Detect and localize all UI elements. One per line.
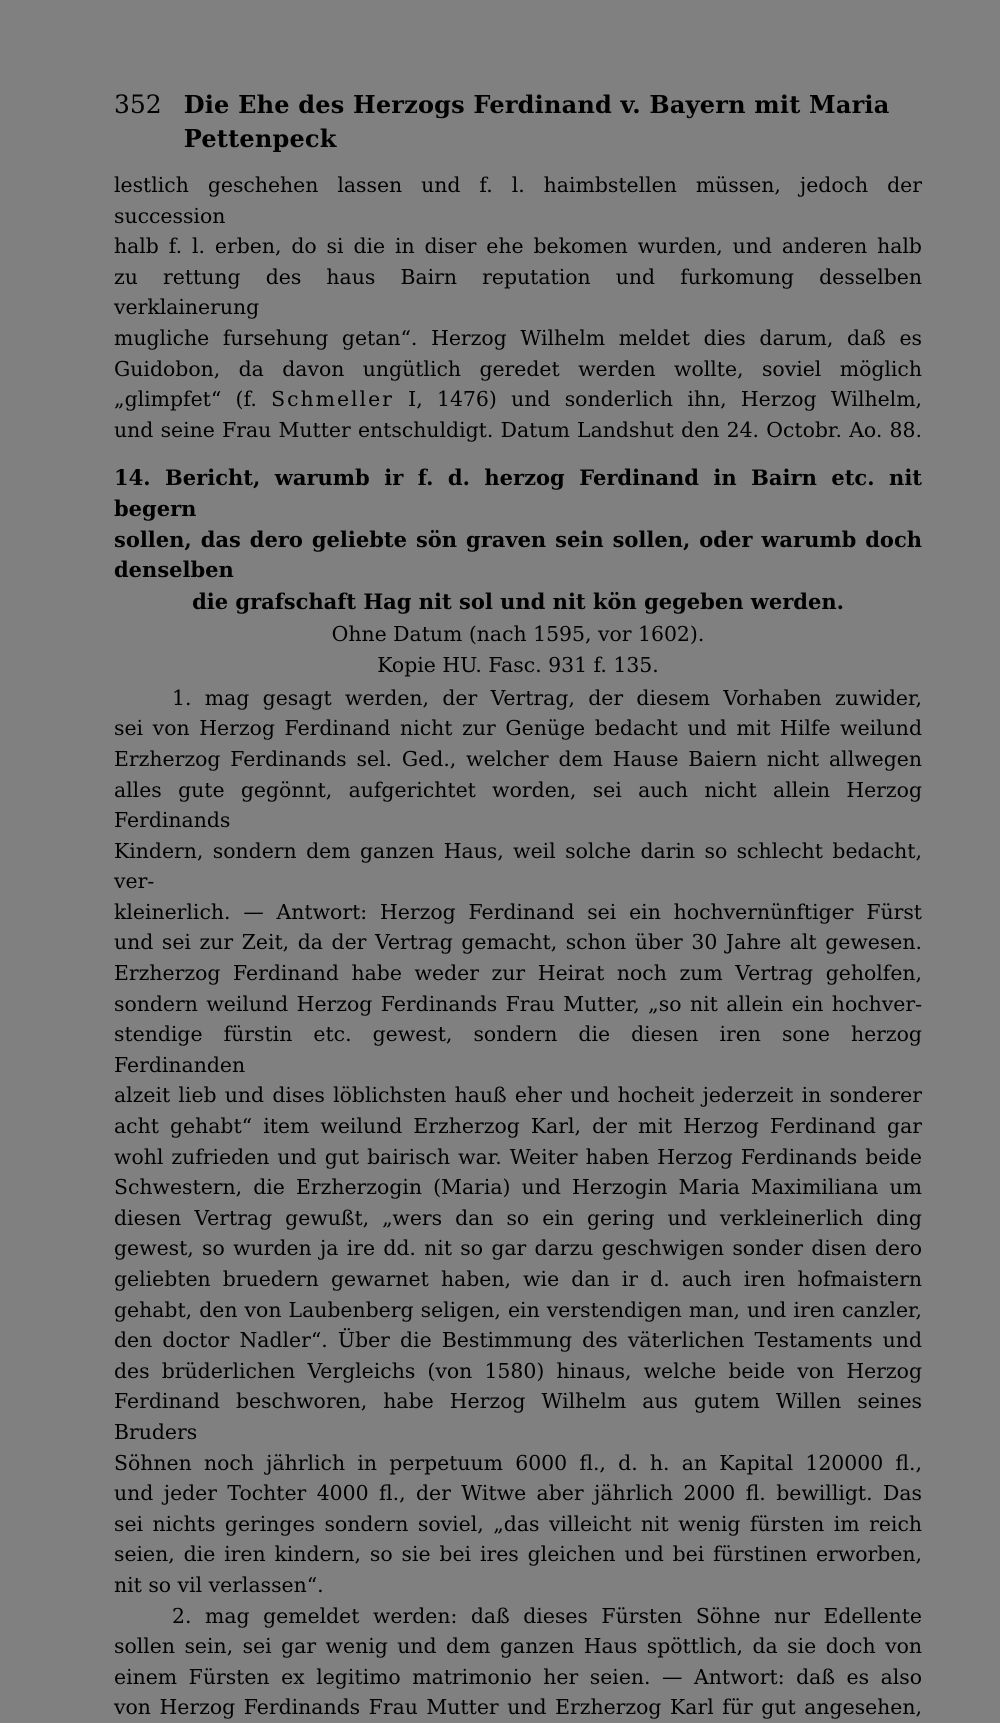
text-line: Söhnen noch jährlich in perpetuum 6000 fl., d. h. an Kapital 120000 fl., [114,1450,922,1475]
intro-paragraph [114,170,922,445]
text-line: lestlich geschehen lassen und f. l. haimbstellen müssen, jedoch der succession [114,173,922,228]
section-heading [114,463,922,616]
text-line: geliebten bruedern gewarnet haben, wie dan ir d. auch iren hofmaistern [114,1267,922,1291]
text-line: sei von Herzog Ferdinand nicht zur Genüge bedacht und mit Hilfe weilund [114,716,922,741]
text-line: einem Fürsten ex legitimo matrimonio her seien. — Antwort: daß es also [114,1664,922,1689]
text-line: halb f. l. erben, do si die in diser ehe bekomen wurden, und anderen halb [114,234,922,259]
text-line: acht gehabt“ item weilund Erzherzog Karl, der mit Herzog Ferdinand gar [114,1114,922,1139]
text-line [114,384,922,415]
text-line: Schwestern, die Erzherzogin (Maria) und Herzogin Maria Maximiliana um [114,1175,922,1200]
text-line: und seine Frau Mutter entschuldigt. Datum Landshut den 24. Octobr. Ao. 88. [114,417,922,442]
paragraph-2 [114,1601,922,1723]
text-line: sei nichts geringes sondern soviel, „das villeicht nit wenig fürsten im reich [114,1511,922,1536]
text-line: und jeder Tochter 4000 fl., der Witwe aber jährlich 2000 fl. bewilligt. Das [114,1481,922,1506]
text-line: des brüderlichen Vergleichs (von 1580) hinaus, welche beide von Herzog [114,1358,922,1383]
text-line: seien, die iren kindern, so sie bei ires gleichen und bei fürstinen erworben, [114,1542,922,1567]
heading-line: sollen, das dero geliebte sön graven sein sollen, oder warumb doch denselben [114,526,922,583]
text-line: alzeit lieb und dises löblichsten hauß eher und hocheit jederzeit in sonderer [114,1083,922,1108]
page-number: 352 [114,90,162,119]
text-line: Guidobon, da davon ungütlich geredet werden wollte, soviel möglich [114,356,922,381]
text-line: 1. mag gesagt werden, der Vertrag, der diesem Vorhaben zuwider, [172,685,922,710]
text-line: stendige fürstin etc. gewest, sondern die diesen iren sone herzog Ferdinanden [114,1022,922,1077]
running-title: Die Ehe des Herzogs Ferdinand v. Bayern mit Maria Pettenpeck [183,90,890,153]
text-line: Ferdinand beschworen, habe Herzog Wilhelm aus gutem Willen seines Bruders [114,1389,922,1444]
text-line: mugliche fursehung getan“. Herzog Wilhelm meldet dies darum, daß es [114,325,922,350]
paragraph-1 [114,683,922,1601]
text-line: 2. mag gemeldet werden: daß dieses Fürsten Söhne nur Edellente [172,1603,922,1628]
text-line: sondern weilund Herzog Ferdinands Frau Mutter, „so nit allein ein hochver- [114,991,922,1016]
text-segment: I, 1476) und sonderlich ihn, Herzog Wilhelm, [393,387,923,412]
text-line: den doctor Nadler“. Über die Bestimmung des väterlichen Testaments und [114,1328,922,1353]
text-segment: „glimpfet“ (f. [114,387,272,412]
text-line: gehabt, den von Laubenberg seligen, ein verstendigen man, und iren canzler, [114,1297,922,1322]
page-header [114,88,922,156]
heading-line: 14. Bericht, warumb ir f. d. herzog Ferdinand in Bairn etc. nit begern [114,465,922,521]
text-line: kleinerlich. — Antwort: Herzog Ferdinand sei ein hochvernünftiger Fürst [114,899,922,924]
text-line: Erzherzog Ferdinands sel. Ged., welcher dem Hause Baiern nicht allwegen [114,746,922,771]
text-line: zu rettung des haus Bairn reputation und furkomung desselben verklainerung [114,264,922,320]
text-line: wohl zufrieden und gut bairisch war. Weiter haben Herzog Ferdinands beide [114,1144,922,1169]
text-line: Erzherzog Ferdinand habe weder zur Heirat noch zum Vertrag geholfen, [114,961,922,986]
text-line: Kindern, sondern dem ganzen Haus, weil solche darin so schlecht bedacht, ver- [114,838,922,894]
text-line: gewest, so wurden ja ire dd. nit so gar darzu geschwigen sonder disen dero [114,1236,922,1261]
text-line: von Herzog Ferdinands Frau Mutter und Erzherzog Karl für gut angesehen, [114,1695,922,1720]
text-line: diesen Vertrag gewußt, „wers dan so ein gering und verkleinerlich ding [114,1205,922,1230]
document-source: Kopie HU. Fasc. 931 f. 135. [377,652,659,677]
text-line: sollen sein, sei gar wenig und dem ganzen Haus spöttlich, da sie doch von [114,1634,922,1659]
text-line: und sei zur Zeit, da der Vertrag gemacht, schon über 30 Jahre alt gewesen. [114,930,922,955]
text-line: alles gute gegönnt, aufgerichtet worden, sei auch nicht allein Herzog Ferdinands [114,777,922,833]
spaced-name: Schmeller [271,387,394,412]
heading-line: die grafschaft Hag nit sol und nit kön gegeben werden. [192,588,844,614]
document-date: Ohne Datum (nach 1595, vor 1602). [331,621,705,646]
text-line: nit so vil verlassen“. [114,1572,324,1597]
